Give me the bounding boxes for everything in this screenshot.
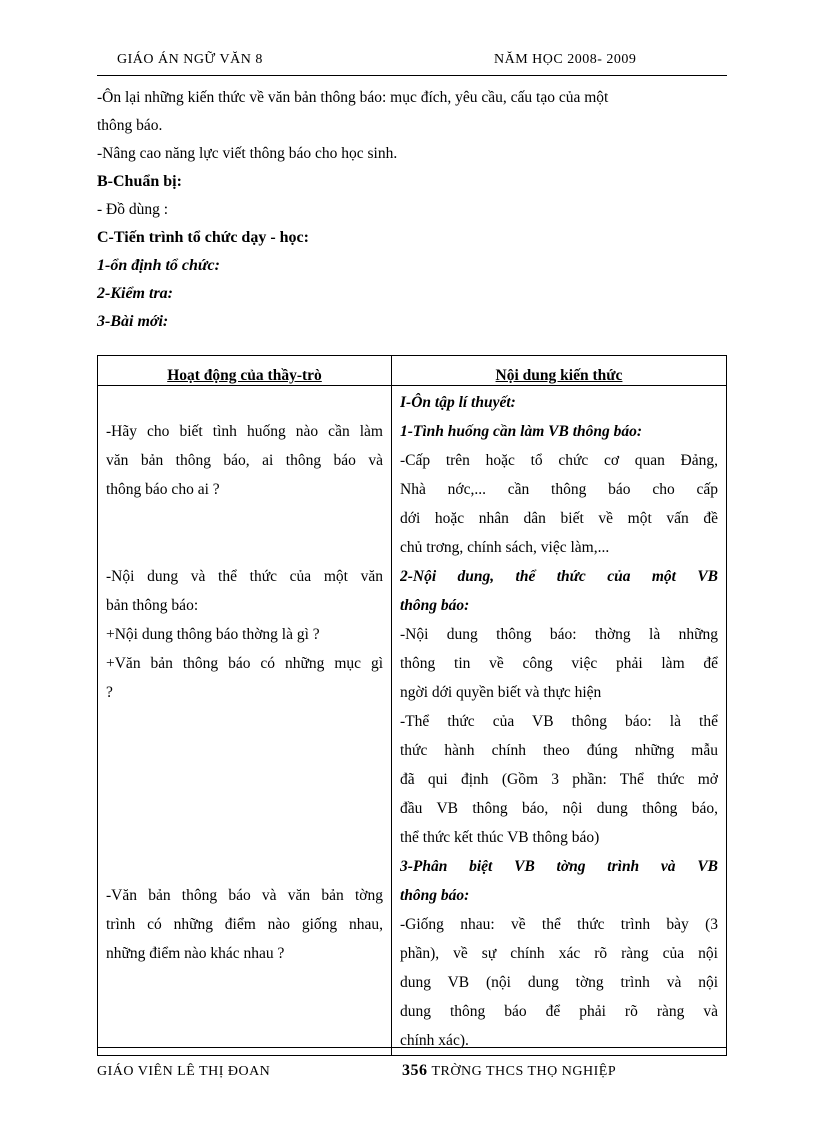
footer-school-name: TRỜNG THCS THỌ NGHIỆP — [431, 1064, 617, 1078]
footer-teacher-name: GIÁO VIÊN LÊ THỊ ĐOAN — [97, 1064, 271, 1078]
question-line: văn bản thông báo, ai thông báo và — [106, 452, 383, 469]
step-item: 3-Bài mới: — [97, 313, 169, 330]
table-header-row — [98, 356, 727, 386]
header-course-title: GIÁO ÁN NGỮ VĂN 8 — [117, 52, 263, 66]
content-line: đầu VB thông báo, nội dung thông báo, — [400, 800, 718, 817]
section-c-title: C-Tiến trình tổ chức dạy - học: — [97, 229, 309, 246]
footer-rule — [97, 1047, 727, 1048]
step-item: 1-ổn định tổ chức: — [97, 257, 220, 274]
section-heading: 3-Phân biệt VB tờng trình và VB — [400, 858, 718, 875]
content-line: dung VB (nội dung tờng trình và nội — [400, 974, 718, 991]
table-body-row — [98, 386, 727, 1056]
content-line: chủ trơng, chính sách, việc làm,... — [400, 539, 610, 556]
column-header-activities: Hoạt động của thầy-trò — [98, 356, 392, 386]
content-line: đã qui định (Gồm 3 phần: Thể thức mở — [400, 771, 718, 788]
intro-line: thông báo. — [97, 117, 163, 134]
question-line: +Nội dung thông báo thờng là gì ? — [106, 626, 320, 643]
question-line: trình có những điểm nào giống nhau, — [106, 916, 383, 933]
content-line: thức hành chính theo đúng những mẫu — [400, 742, 718, 759]
question-line: -Văn bản thông báo và văn bản tờng — [106, 887, 383, 904]
header-rule — [97, 75, 727, 76]
question-line: ? — [106, 684, 113, 701]
content-line: dới hoặc nhân dân biết về một vấn đề — [400, 510, 718, 527]
lesson-body — [97, 84, 737, 336]
content-line: -Cấp trên hoặc tổ chức cơ quan Đảng, — [400, 452, 718, 469]
knowledge-content-cell — [392, 386, 727, 1056]
running-footer — [97, 1060, 727, 1078]
header-school-year: NĂM HỌC 2008- 2009 — [494, 52, 637, 66]
content-line: thể thức kết thúc VB thông báo) — [400, 829, 600, 846]
question-line: thông báo cho ai ? — [106, 481, 220, 498]
question-line: bản thông báo: — [106, 597, 199, 614]
teacher-student-activities-cell — [98, 386, 392, 1056]
content-line: -Thể thức của VB thông báo: là thể — [400, 713, 718, 730]
content-line: dung thông báo để phải rõ ràng và — [400, 1003, 718, 1020]
content-line: ngời dới quyền biết và thực hiện — [400, 684, 602, 701]
lesson-table — [97, 355, 727, 1056]
running-header — [97, 48, 727, 66]
question-line: +Văn bản thông báo có những mục gì — [106, 655, 383, 672]
page-number: 356 — [402, 1062, 428, 1078]
footer-page-school — [402, 1062, 616, 1078]
intro-line: -Nâng cao năng lực viết thông báo cho học sinh. — [97, 145, 398, 162]
question-line: những điểm nào khác nhau ? — [106, 945, 285, 962]
question-line: -Nội dung và thể thức của một văn — [106, 568, 383, 585]
content-line: Nhà nớc,... cần thông báo cho cấp — [400, 481, 718, 498]
content-line: thông tin về công việc phải làm để — [400, 655, 718, 672]
section-b-line: - Đồ dùng : — [97, 201, 169, 218]
section-heading: 1-Tình huống cần làm VB thông báo: — [400, 423, 643, 440]
content-line: -Giống nhau: về thể thức trình bày (3 — [400, 916, 718, 933]
section-heading: I-Ôn tập lí thuyết: — [400, 394, 516, 411]
intro-line: -Ôn lại những kiến thức về văn bản thông báo: mục đích, yêu cầu, cấu tạo của một — [97, 89, 609, 106]
section-b-title: B-Chuẩn bị: — [97, 173, 182, 190]
content-line: -Nội dung thông báo: thờng là những — [400, 626, 718, 643]
column-header-content: Nội dung kiến thức — [392, 356, 727, 386]
section-heading: 2-Nội dung, thể thức của một VB — [400, 568, 718, 585]
section-heading: thông báo: — [400, 887, 470, 904]
content-line: chính xác). — [400, 1032, 469, 1049]
section-heading: thông báo: — [400, 597, 470, 614]
content-line: phần), về sự chính xác rõ ràng của nội — [400, 945, 718, 962]
question-line: -Hãy cho biết tình huống nào cần làm — [106, 423, 383, 440]
step-item: 2-Kiểm tra: — [97, 285, 173, 302]
